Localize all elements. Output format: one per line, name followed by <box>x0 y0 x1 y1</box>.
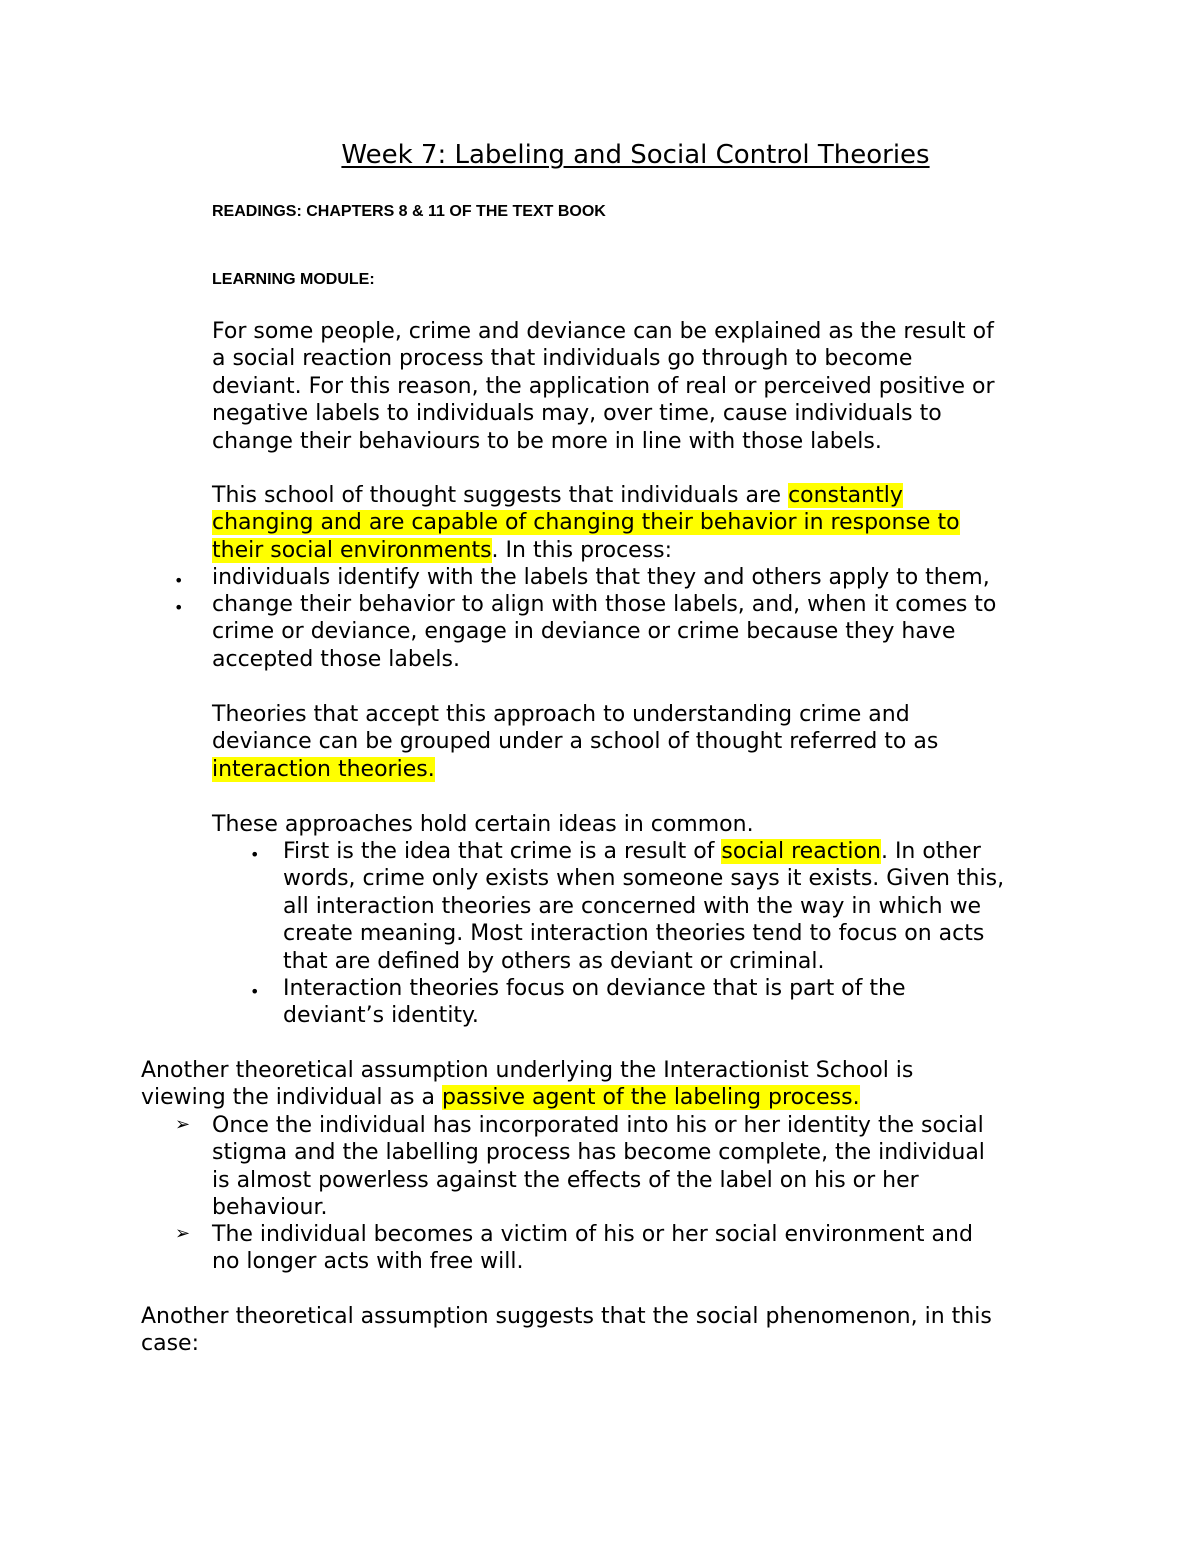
text-line: crime or deviance, engage in deviance or crime because they have <box>212 619 956 645</box>
text-line: deviance can be grouped under a school of thought referred to as <box>212 729 939 755</box>
highlighted-text: passive agent of the labeling process. <box>441 1085 860 1111</box>
readings-heading: READINGS: CHAPTERS 8 & 11 OF THE TEXT BOOK <box>212 203 606 220</box>
bullet-icon: • <box>250 982 260 1001</box>
text-segment: First is the idea that crime is a result of <box>283 839 722 864</box>
text-line: These approaches hold certain ideas in common. <box>212 812 754 837</box>
list-item <box>212 1221 973 1276</box>
school-of-thought-paragraph <box>212 482 960 564</box>
highlighted-text: constantly <box>788 483 903 508</box>
text-line: behaviour. <box>212 1195 328 1221</box>
text-line: deviant. For this reason, the application of real or perceived positive or <box>212 373 995 399</box>
social-phenomenon-paragraph <box>141 1303 992 1358</box>
text-line: Theories that accept this approach to understanding crime and <box>212 702 910 727</box>
text-line: change their behaviours to be more in line with those labels. <box>212 428 882 454</box>
list-item <box>283 838 1004 975</box>
list-item <box>212 591 996 673</box>
text-line: Once the individual has incorporated into his or her identity the social <box>212 1113 984 1138</box>
text-segment: This school of thought suggests that individuals are <box>212 483 789 508</box>
text-segment: viewing the individual as a <box>141 1085 442 1111</box>
text-line: deviant’s identity. <box>283 1003 479 1029</box>
text-line: a social reaction process that individuals go through to become <box>212 346 913 372</box>
text-line: is almost powerless against the effects of the label on his or her <box>212 1167 919 1193</box>
list-item <box>212 1112 985 1222</box>
text-line: The individual becomes a victim of his or her social environment and <box>212 1222 973 1247</box>
text-line: individuals identify with the labels that they and others apply to them, <box>212 565 990 590</box>
text-line: all interaction theories are concerned with the way in which we <box>283 893 982 919</box>
learning-module-heading: LEARNING MODULE: <box>212 271 375 288</box>
text-line: change their behavior to align with those labels, and, when it comes to <box>212 592 997 617</box>
intro-paragraph <box>212 318 995 455</box>
interaction-theories-paragraph <box>212 701 938 783</box>
arrow-bullet-icon: ➢ <box>175 1114 191 1135</box>
bullet-icon: • <box>174 598 184 617</box>
text-line: negative labels to individuals may, over time, cause individuals to <box>212 401 942 427</box>
common-ideas-paragraph <box>212 811 754 838</box>
bullet-icon: • <box>250 845 260 864</box>
list-item <box>283 975 906 1030</box>
highlighted-text: social reaction <box>721 839 881 864</box>
text-line: Interaction theories focus on deviance that is part of the <box>283 976 906 1001</box>
text-line: no longer acts with free will. <box>212 1249 524 1275</box>
text-line: that are defined by others as deviant or criminal. <box>283 948 825 974</box>
text-line: accepted those labels. <box>212 646 460 672</box>
document-title: Week 7: Labeling and Social Control Theories <box>341 140 930 170</box>
passive-agent-paragraph <box>141 1057 913 1112</box>
arrow-bullet-icon: ➢ <box>175 1223 191 1244</box>
text-segment: . In other <box>880 839 981 864</box>
text-line: words, crime only exists when someone says it exists. Given this, <box>283 866 1005 892</box>
text-line: Another theoretical assumption underlying the Interactionist School is <box>141 1058 914 1083</box>
text-line: Another theoretical assumption suggests that the social phenomenon, in this <box>141 1304 992 1329</box>
bullet-icon: • <box>174 571 184 590</box>
text-line: create meaning. Most interaction theories tend to focus on acts <box>283 921 985 947</box>
text-line: case: <box>141 1331 199 1357</box>
highlighted-text: their social environments <box>212 537 492 563</box>
text-line: stigma and the labelling process has become complete, the individual <box>212 1140 985 1166</box>
text-segment: . In this process: <box>491 537 673 563</box>
highlighted-text: interaction theories. <box>212 756 435 782</box>
text-line: For some people, crime and deviance can be explained as the result of <box>212 319 994 344</box>
list-item <box>212 564 990 591</box>
highlighted-text: changing and are capable of changing their behavior in response to <box>212 510 960 536</box>
